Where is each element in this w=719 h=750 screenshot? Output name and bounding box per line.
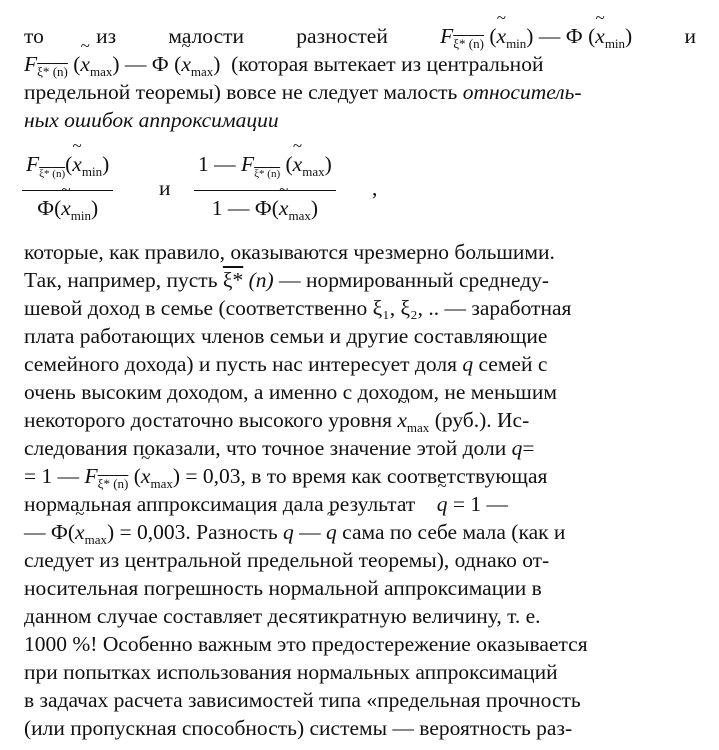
text-line-2: $F_{\xi* (n)}$ (~ $x_{max}$) — Ф (~ $x_{max}$) (которая вытекает из центральной [24, 50, 543, 86]
text-line-7: Так, например, пусть ξ* (n) — нормированный среднеду- [24, 268, 550, 292]
text-line-22: в задачах расчета зависимостей типа «предельная прочность [24, 688, 581, 712]
fraction-comma: , [372, 176, 378, 200]
text-line-20: 1000 %! Особенно важным это предостережение оказывается [24, 632, 588, 656]
text-line-16: — Ф(~ $x_{max}) = 0,003$. Разность q — ~ q сама по себе мала (как и [24, 518, 565, 554]
and-between-fractions: и [159, 176, 171, 200]
text-line-10: семейного дохода) и пусть нас интересует доля q семей с [24, 352, 548, 376]
text-line-8: шевой доход в семье (соответственно ξ₁, ξ₂, .. — заработная [24, 296, 572, 320]
text-line-21: при попытках использования нормальных аппроксимаций [24, 660, 558, 684]
text-line-15: нормальная аппроксимация дала результат ~ q = 1 — [24, 490, 508, 518]
text-line-4: ных ошибок аппроксимации [24, 108, 279, 132]
text-line-23: (или пропускная способность) системы — вероятность раз- [24, 716, 573, 740]
text-line-14: = 1 — $F_{\xi* (n)}$ (~ $x_{max}) = 0,03$, в то время как соответствующая [24, 462, 547, 498]
text-line-18: носительная погрешность нормальной аппроксимации в [24, 576, 542, 600]
text-line-3: предельной теоремы) вовсе не следует малость относитель- [24, 80, 582, 104]
math-diff-max: $F_{\xi* (n)}$ (~ $x_{max}$) — Ф (~ $x_{max}$) [24, 52, 220, 76]
math-diff-min: $F_{\xi* (n)}$ (~ $x_{min}$) — Ф (~ $x_{min}$) [440, 22, 632, 58]
text-line-13: следования показали, что точное значение этой доли q= [24, 436, 535, 460]
text-line-6: которые, как правило, оказываются чрезмерно большими. [24, 240, 555, 264]
text-line-17: следует из центральной предельной теоремы), однако от- [24, 548, 550, 572]
fraction-min: $F_{\xi* (n)}(\sim$ $x_{min}$) Ф(~ $x_{min}$) [22, 150, 113, 230]
text-line-12: некоторого достаточно высокого уровня ~ $x_{max}$ (руб.). Ис- [24, 406, 529, 442]
text-line-19: данном случае составляет десятикратную величину, т. е. [24, 604, 541, 628]
text-line-9: плата работающих членов семьи и другие составляющие [24, 324, 548, 348]
text-line-11: очень высоким доходом, а именно с доходом, не меньшим [24, 380, 557, 404]
text-line-1: то из малости разностей $F_{\xi* (n)}$ (~ $x_{min}$) — Ф (~ $x_{min}$) и [24, 22, 696, 58]
fraction-max: 1 — $F_{\xi* (n)}$ (~ $x_{max}$) 1 — Ф(~ $x_{max}$) [194, 150, 336, 230]
